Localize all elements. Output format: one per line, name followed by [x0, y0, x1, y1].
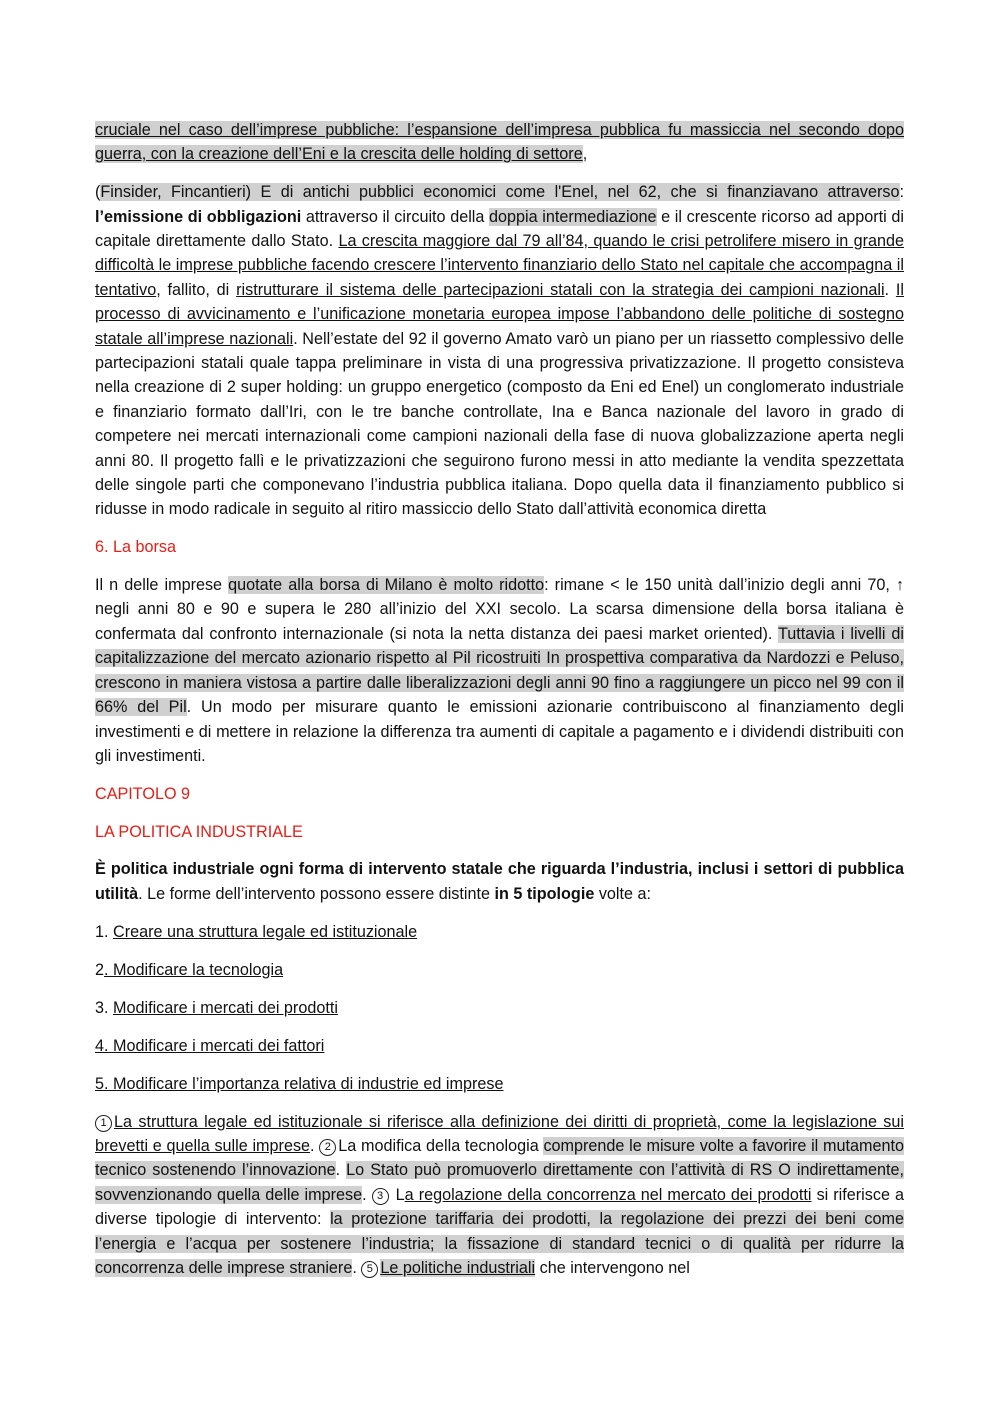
text-run: . Un modo per misurare quanto le emissioni azionarie contribuiscono al finanziamento degli investimenti e di mettere in relazione la differenza tra aumenti di capitale a pagamento e i dividendi distribuiti con gli investimenti.	[95, 698, 904, 765]
text-run: .	[335, 1161, 347, 1180]
section-heading-borsa: 6. La borsa	[95, 538, 176, 557]
text-run: La modifica della tecnologia	[338, 1136, 544, 1155]
text-run: si riferisce a diverse tipologie di intervento:	[95, 1185, 904, 1229]
highlighted-text: Le politiche industriali	[380, 1258, 536, 1277]
underlined-text: La crescita maggiore dal 79 all’84, quando le crisi petrolifere misero in grande difficoltà le imprese pubbliche facendo crescere l’intervento finanziario dello Stato nel capitale che accompagna il tentativo	[95, 232, 905, 299]
list-number: 1.	[95, 922, 113, 941]
highlighted-text: comprende le misure volte a favorire il mutamento tecnico sostenendo l’innovazione	[95, 1136, 904, 1180]
typology-list	[95, 920, 904, 1096]
list-text: Creare una struttura legale ed istituzionale	[113, 922, 418, 941]
bold-text: in 5 tipologie	[494, 884, 595, 903]
underlined-text: ristrutturare il sistema delle partecipazioni statali con la strategia dei campioni nazionali	[236, 280, 885, 299]
chapter-heading: CAPITOLO 9	[95, 784, 191, 803]
circled-number-1-icon: 1	[95, 1115, 112, 1132]
list-item	[95, 958, 904, 982]
list-item	[95, 1034, 904, 1058]
bold-text: È politica industriale ogni forma di intervento statale che riguarda l’industria, inclusi i settori di pubblica utilità	[95, 860, 904, 903]
text-run: e il crescente ricorso ad apporti di capitale direttamente dallo Stato.	[95, 207, 904, 251]
underlined-text: a regolazione della concorrenza nel mercato dei prodotti	[404, 1185, 812, 1204]
text-run: volte a:	[594, 884, 652, 903]
highlighted-text: Finsider, Fincantieri) E di antichi pubblici economici come l'Enel, nel 62, che si finanziavano attraverso	[100, 183, 900, 202]
list-text: 4. Modificare i mercati dei fattori	[95, 1036, 325, 1055]
paragraph-2	[95, 180, 904, 522]
paragraph-4	[95, 857, 904, 906]
list-item	[95, 996, 904, 1020]
text-run: .	[362, 1185, 372, 1204]
highlighted-text: Lo Stato può promuoverlo direttamente con l’attività di RS O indirettamente, sovvenzionando quella delle imprese	[95, 1161, 904, 1204]
circled-number-2-icon: 2	[319, 1139, 336, 1156]
highlighted-text: cruciale nel caso dell’imprese pubbliche: l’espansione dell’impresa pubblica fu massiccia nel secondo dopo guerra, con la creazione dell’Eni e la crescita delle holding di settore	[95, 121, 904, 164]
underlined-text: La struttura legale ed istituzionale si riferisce alla definizione dei diritti di proprietà, come la legislazione sui brevetti e quella sulle imprese	[95, 1112, 904, 1155]
list-number: 2	[95, 960, 105, 979]
paragraph-1	[95, 118, 904, 167]
list-number: 3.	[95, 998, 113, 1017]
highlighted-text: doppia intermediazione	[489, 207, 657, 226]
text-run: (	[95, 183, 101, 202]
list-text: . Modificare la tecnologia	[104, 960, 284, 979]
document-page	[95, 118, 904, 1294]
text-run: . Nell’estate del 92 il governo Amato varò un piano per un riassetto complessivo delle partecipazioni statali quale tappa preliminare in vista di una progressiva privatizzazione. Il progetto consisteva nella creazione di 2 super holding: un gruppo energetico (composto da Eni ed Enel) un conglomerato industriale e finanziario formato dall’Iri, con le tre banche controllate, Ina e Banca nazionale del lavoro in grado di competere nei mercati internazionali come campioni nazionali della fase di nuova globalizzazione aperta negli anni 80. Il progetto fallì e le privatizzazioni che seguirono furono messi in atto mediante la vendita spezzettata delle singole parti che componevano l’industria pubblica italiana. Dopo quella data il finanziamento pubblico si ridusse in modo radicale in seguito al ritiro massiccio dello Stato dall’attività economica diretta	[95, 329, 904, 519]
text-run: . Le forme dell’intervento possono essere distinte	[138, 884, 495, 903]
text-run: L	[390, 1185, 405, 1204]
circled-number-3-icon: 3	[372, 1188, 389, 1205]
list-text: Modificare i mercati dei prodotti	[113, 998, 338, 1017]
paragraph-5	[95, 1110, 904, 1281]
text-run: :	[899, 183, 904, 202]
text-run: Il n delle imprese	[95, 576, 229, 595]
list-item	[95, 920, 904, 944]
text-run: ,	[582, 145, 588, 164]
bold-text: l’emissione di obbligazioni	[95, 207, 302, 226]
paragraph-3	[95, 573, 904, 768]
highlighted-text: quotate alla borsa di Milano è molto ridotto	[228, 576, 545, 595]
text-run: .	[352, 1258, 362, 1277]
underlined-text: Il processo di avvicinamento e l’unificazione monetaria europea impose l’abbandono delle politiche di sostegno statale all’imprese nazionali	[95, 280, 904, 348]
list-item	[95, 1072, 904, 1096]
text-run: attraverso il circuito della	[301, 207, 490, 226]
text-run: .	[884, 280, 896, 299]
list-text: 5. Modificare l’importanza relativa di industrie ed imprese	[95, 1074, 504, 1093]
chapter-title: LA POLITICA INDUSTRIALE	[95, 822, 303, 841]
text-run: , fallito, di	[156, 280, 237, 299]
highlighted-text: Tuttavia i livelli di capitalizzazione del mercato azionario rispetto al Pil ricostruiti In prospettiva comparativa da Nardozzi e Peluso, crescono in maniera vistosa a partire dalle liberalizzazioni degli anni 90 fino a raggiungere un picco nel 99 con il 66% del Pil	[95, 624, 904, 717]
text-run: .	[310, 1136, 320, 1155]
text-run: : rimane < le 150 unità dall’inizio degli anni 70, ↑ negli anni 80 e 90 e supera le 280 all’inizio del XXI secolo. La scarsa dimensione della borsa italiana è confermata dal confronto internazionale (si nota la netta distanza dei paesi market oriented).	[95, 576, 904, 643]
highlighted-text: la protezione tariffaria dei prodotti, la regolazione dei prezzi dei beni come l’energia e l’acqua per sostenere l’industria; la fissazione di standard tecnici o di qualità per ridurre la concorrenza delle imprese straniere	[95, 1210, 904, 1277]
circled-number-5-icon: 5	[361, 1261, 378, 1278]
text-run: che intervengono nel	[535, 1258, 690, 1277]
